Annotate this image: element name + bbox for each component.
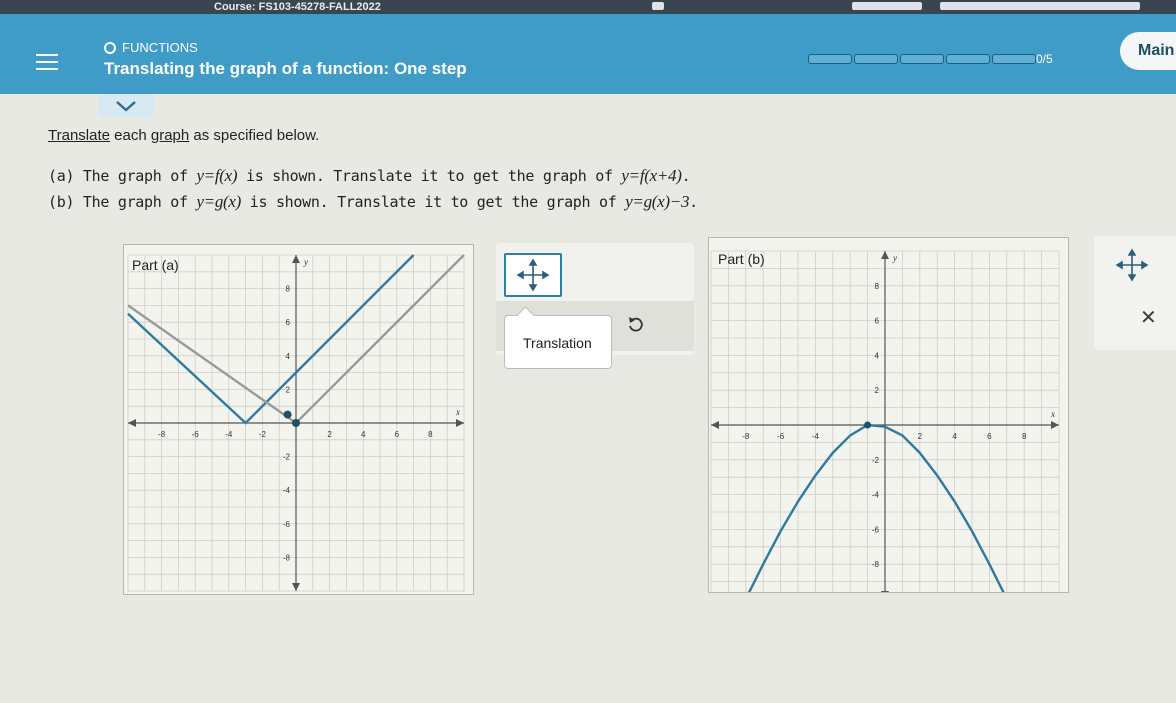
- part-b-x-tick-label: 4: [952, 432, 957, 441]
- move-arrows-icon[interactable]: [1112, 248, 1152, 282]
- part-a-y-axis-label: y: [304, 257, 308, 267]
- close-icon[interactable]: ✕: [1140, 307, 1157, 329]
- part-b-x-axis-arrow: [1051, 421, 1059, 429]
- undo-icon[interactable]: [626, 315, 646, 335]
- part-a-x-axis-arrow: [456, 419, 464, 427]
- part-b-x-tick-label: 8: [1021, 432, 1027, 441]
- part-b-y-tick-label: -4: [871, 490, 879, 500]
- circle-icon: [104, 42, 116, 54]
- instructions: [48, 127, 319, 144]
- part-b-y-tick-label: -8: [871, 560, 879, 570]
- part-b-shown-function: y=g(x): [196, 192, 242, 211]
- part-b-x-tick-label: 2: [917, 432, 923, 441]
- part-b-y-tick-label: -2: [871, 455, 879, 465]
- tab-icon[interactable]: [652, 2, 664, 10]
- part-a-y-tick-label: -8: [282, 553, 290, 563]
- browser-top-bar: [0, 0, 1176, 14]
- part-a-middle: is shown. Translate it to get the graph of: [237, 167, 622, 185]
- collapse-tab[interactable]: [98, 94, 154, 118]
- part-b-x-axis-label: x: [1051, 409, 1055, 419]
- part-b-y-tick-label: -6: [871, 525, 879, 535]
- progress-segment: [854, 54, 898, 64]
- lesson-header: [0, 14, 1176, 94]
- part-b-x-tick-label: -4: [811, 432, 819, 441]
- part-a-y-tick-label: -6: [282, 519, 290, 529]
- part-a-y-tick-label: 8: [285, 284, 290, 294]
- part-a-x-axis-label: x: [456, 407, 460, 417]
- progress-bar: [808, 54, 1038, 64]
- part-a-x-tick-label: 6: [394, 430, 400, 439]
- part-a-x-tick-label: 4: [360, 430, 366, 439]
- main-button[interactable]: Main: [1120, 32, 1176, 70]
- part-a-y-axis-arrow: [292, 583, 300, 591]
- part-b-y-axis-label: y: [893, 253, 897, 263]
- progress-segment: [946, 54, 990, 64]
- part-b-prefix: (b) The graph of: [48, 193, 197, 211]
- part-a-x-tick-label: -6: [191, 430, 199, 439]
- section-name: FUNCTIONS: [122, 40, 198, 55]
- section-tag: [104, 40, 198, 55]
- part-b-y-tick-label: 2: [874, 386, 879, 396]
- part-a-label: Part (a): [132, 257, 179, 273]
- part-b-toolbox: [1094, 236, 1176, 350]
- part-b-y-tick-label: 6: [874, 316, 879, 326]
- part-b-middle: is shown. Translate it to get the graph of: [241, 193, 626, 211]
- part-a-y-axis-arrow: [292, 255, 300, 263]
- chevron-down-icon: [114, 99, 138, 113]
- part-b-x-tick-label: 6: [987, 432, 992, 441]
- part-a-y-tick-label: 6: [285, 318, 290, 328]
- part-b-x-tick-label: -8: [742, 432, 750, 441]
- progress-segment: [808, 54, 852, 64]
- menu-icon[interactable]: [36, 54, 58, 70]
- glossary-link-translate[interactable]: Translate: [48, 127, 110, 144]
- glossary-link-graph[interactable]: graph: [150, 127, 190, 144]
- part-a-x-tick-label: -4: [225, 430, 233, 439]
- part-a-graph-handle: [284, 411, 292, 419]
- part-a-prefix: (a) The graph of: [48, 167, 197, 185]
- part-b-y-tick-label: 8: [874, 281, 879, 291]
- part-b-y-tick-label: 4: [874, 351, 879, 361]
- part-b-graph-canvas[interactable]: [709, 238, 1068, 592]
- part-b-graph[interactable]: [708, 237, 1069, 593]
- part-a-y-tick-label: 4: [285, 351, 290, 361]
- part-b-x-tick-label: -6: [777, 432, 785, 441]
- part-b-end: .: [689, 193, 698, 211]
- part-a-graph[interactable]: [123, 244, 474, 595]
- move-arrows-icon: [506, 255, 560, 295]
- progress-segment: [992, 54, 1036, 64]
- part-b-target-function: y=g(x)−3: [625, 192, 690, 211]
- instructions-text: each: [109, 127, 151, 144]
- course-title: Course: FS103-45278-FALL2022: [214, 1, 381, 13]
- part-a-x-axis-arrow: [128, 419, 136, 427]
- part-a-x-tick-label: 8: [428, 430, 433, 439]
- part-a-x-tick-label: -2: [258, 430, 266, 439]
- progress-segment: [900, 54, 944, 64]
- tab-bar-item[interactable]: [940, 2, 1140, 10]
- part-b-text: [48, 192, 698, 212]
- part-b-x-axis-arrow: [711, 421, 719, 429]
- part-a-y-tick-label: 2: [285, 385, 290, 395]
- part-a-target-function: y=f(x+4): [621, 166, 682, 185]
- part-b-vertex-handle: [864, 422, 871, 429]
- part-b-y-axis-arrow: [881, 251, 889, 259]
- part-a-end: .: [681, 167, 691, 185]
- part-b-y-axis-arrow: [881, 591, 889, 592]
- part-a-y-tick-label: -4: [282, 486, 290, 496]
- graph-toolbox: [496, 243, 694, 355]
- part-a-text: [48, 166, 690, 186]
- part-a-graph-handle: [292, 419, 300, 427]
- part-a-shown-function: y=f(x): [196, 166, 238, 185]
- lesson-title: Translating the graph of a function: One step: [104, 59, 467, 78]
- part-a-x-tick-label: -8: [158, 430, 166, 439]
- translation-tool-button[interactable]: [504, 253, 562, 297]
- part-a-x-tick-label: 2: [327, 430, 332, 439]
- progress-count: 0/5: [1036, 52, 1053, 66]
- instructions-text: as specified below.: [189, 127, 320, 144]
- part-a-y-tick-label: -2: [282, 452, 290, 462]
- part-b-label: Part (b): [718, 251, 765, 267]
- tooltip: Translation: [504, 315, 612, 369]
- tab-bar-item[interactable]: [852, 2, 922, 10]
- part-a-graph-canvas[interactable]: [124, 245, 473, 594]
